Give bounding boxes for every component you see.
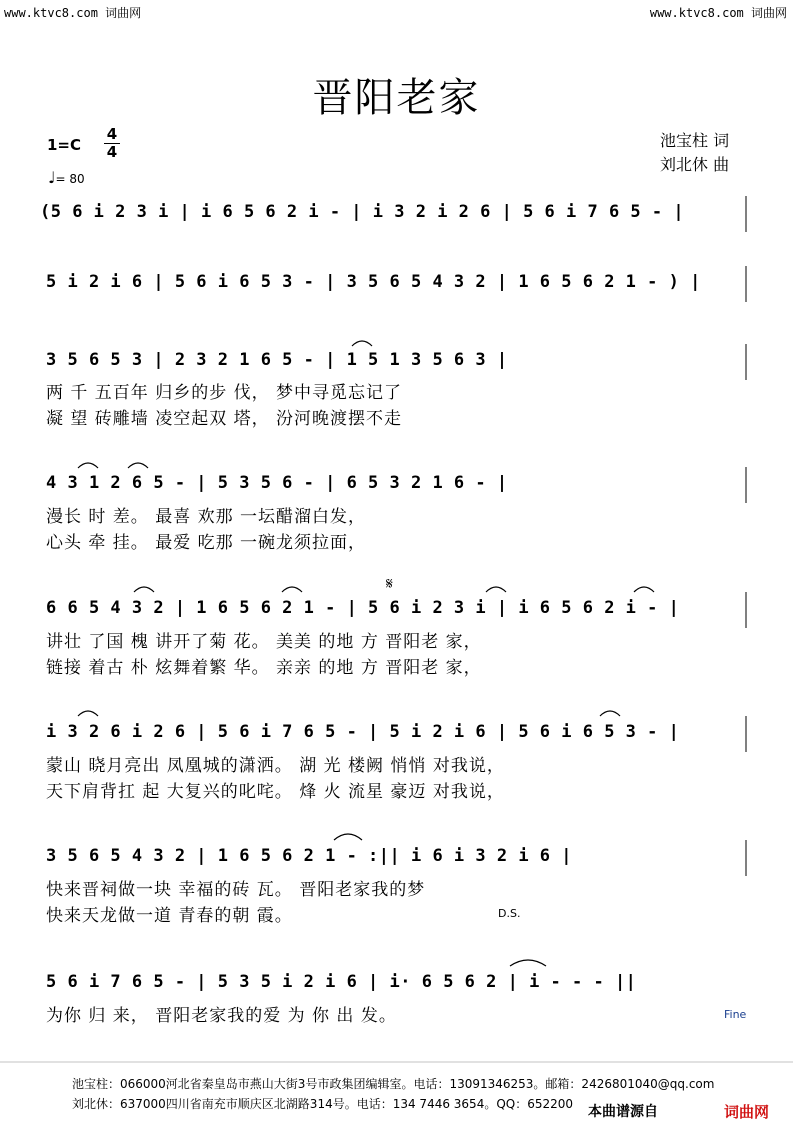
source-note: 本曲谱源自 <box>584 1101 662 1121</box>
system-3-lyrics-verse2: 凝 望 砖雕墙 凌空起双 塔， 汾河晚渡摆不走 <box>46 409 403 429</box>
slur <box>600 711 620 716</box>
system-5-lyrics-verse1: 讲壮 了国 槐 讲开了菊 花。 美美 的地 方 晋阳老 家， <box>46 632 482 652</box>
tempo-value: = 80 <box>55 172 85 186</box>
key-signature: 1=C <box>47 136 82 154</box>
song-title: 晋阳老家 <box>312 75 481 121</box>
site-logo[interactable]: 词曲网 <box>724 1103 770 1121</box>
system-3-notes: 3 5 6 5 3 | 2 3 2 1 6 5 - | 1 5 1 3 5 6 3 | <box>46 350 508 370</box>
time-denominator: 4 <box>106 143 118 161</box>
fine-marking: Fine <box>724 1008 747 1021</box>
slur <box>510 960 546 966</box>
system-8-lyrics-verse1: 为你 归 来， 晋阳老家我的爱 为 你 出 发。 <box>46 1006 397 1026</box>
system-7-lyrics-verse1: 快来晋祠做一块 幸福的砖 瓦。 晋阳老家我的梦 <box>46 880 426 900</box>
slur <box>282 587 302 592</box>
watermark-left: www.ktvc8.com 词曲网 <box>4 6 142 20</box>
system-6-lyrics-verse1: 蒙山 晓月亮出 凤凰城的潇洒。 湖 光 楼阙 悄悄 对我说， <box>46 756 505 776</box>
system-4-notes: 4 3 1 2 6 5 - | 5 3 5 6 - | 6 5 3 2 1 6 - | <box>46 473 508 493</box>
system-7-lyrics-verse2: 快来天龙做一道 青春的朝 霞。 <box>46 906 293 926</box>
quarter-note-icon: ♩ <box>48 168 56 187</box>
system-5-notes: 6 6 5 4 3 2 | 1 6 5 6 2 1 - | 5 6 i 2 3 i | i 6 5 6 2 i - | <box>46 598 680 618</box>
footer-composer-contact: 刘北休：637000四川省南充市顺庆区北湖路314号。电话：134 7446 3654。QQ：652200 <box>72 1097 574 1111</box>
system-8-notes: 5 6 i 7 6 5 - | 5 3 5 i 2 i 6 | i· 6 5 6 2 | i - - - || <box>46 972 637 992</box>
slur <box>128 463 148 468</box>
system-7-notes: 3 5 6 5 4 3 2 | 1 6 5 6 2 1 - :|| i 6 i 3 2 i 6 | <box>46 846 573 866</box>
composer-credit: 刘北休 曲 <box>660 155 730 174</box>
slur <box>634 587 654 592</box>
lyricist-credit: 池宝柱 词 <box>660 131 730 150</box>
system-5-lyrics-verse2: 链接 着古 朴 炫舞着繁 华。 亲亲 的地 方 晋阳老 家， <box>46 658 482 678</box>
system-3-lyrics-verse1: 两 千 五百年 归乡的步 伐， 梦中寻觅忘记了 <box>46 383 403 403</box>
system-6-notes: i 3 2 6 i 2 6 | 5 6 i 7 6 5 - | 5 i 2 i 6 | 5 6 i 6 5 3 - | <box>46 722 680 742</box>
slur <box>352 341 372 346</box>
segno-icon: 𝄋 <box>386 574 393 593</box>
slur <box>78 711 98 716</box>
system-1-notes: (5 6 i 2 3 i | i 6 5 6 2 i - | i 3 2 i 2 6 | 5 6 i 7 6 5 - | <box>40 202 685 222</box>
footer-lyricist-contact: 池宝柱：066000河北省秦皇岛市燕山大街3号市政集团编辑室。电话：13091346253。邮箱：2426801040@qq.com <box>72 1077 715 1091</box>
slur <box>486 587 506 592</box>
system-4-lyrics-verse2: 心头 牵 挂。 最爱 吃那 一碗龙须拉面， <box>46 533 367 553</box>
time-numerator: 4 <box>106 125 118 143</box>
system-6-lyrics-verse2: 天下肩背扛 起 大复兴的叱咤。 烽 火 流星 豪迈 对我说， <box>46 782 505 802</box>
slur <box>334 834 362 840</box>
ds-marking: D.S. <box>498 907 521 920</box>
system-2-notes: 5 i 2 i 6 | 5 6 i 6 5 3 - | 3 5 6 5 4 3 2 | 1 6 5 6 2 1 - ) | <box>46 272 701 292</box>
slur <box>134 587 154 592</box>
system-4-lyrics-verse1: 漫长 时 差。 最喜 欢那 一坛醋溜白发， <box>46 507 367 527</box>
watermark-right: www.ktvc8.com 词曲网 <box>649 6 787 20</box>
slur <box>78 463 98 468</box>
